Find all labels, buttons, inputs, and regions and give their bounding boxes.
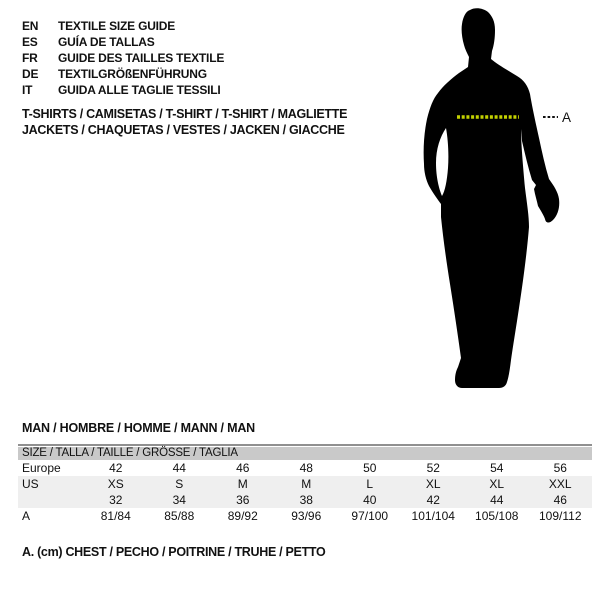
footnote-chest: A. (cm) CHEST / PECHO / POITRINE / TRUHE / PETTO: [22, 545, 326, 559]
size-cell: XL: [489, 477, 505, 491]
lang-label: TEXTILGRÖßENFÜHRUNG: [58, 67, 207, 81]
size-cell: 50: [363, 461, 377, 475]
category-tshirts: T-SHIRTS / CAMISETAS / T-SHIRT / T-SHIRT / MAGLIETTE: [22, 107, 348, 121]
man-silhouette: [424, 8, 560, 388]
lang-row-de: [22, 66, 224, 82]
lang-label: TEXTILE SIZE GUIDE: [58, 19, 176, 33]
category-jackets: JACKETS / CHAQUETAS / VESTES / JACKEN / GIACCHE: [22, 123, 345, 137]
size-table: [18, 444, 592, 524]
lang-code: ES: [22, 35, 38, 49]
table-row-europe: [18, 460, 592, 476]
size-cell: M: [237, 477, 248, 491]
row-label: A: [22, 509, 31, 523]
size-cell: 101/104: [411, 509, 455, 523]
size-cell: 44: [172, 461, 186, 475]
size-cell: 105/108: [475, 509, 519, 523]
size-cell: 52: [426, 461, 440, 475]
lang-row-en: [22, 18, 224, 34]
size-cell: XS: [107, 477, 124, 491]
size-cell: 32: [109, 493, 123, 507]
row-label: US: [22, 477, 39, 491]
size-cell: 48: [299, 461, 313, 475]
lang-row-fr: [22, 50, 224, 66]
size-cell: 46: [236, 461, 250, 475]
table-row-us: [18, 476, 592, 492]
table-row-numeric: [18, 492, 592, 508]
row-label: [18, 492, 84, 508]
measurement-figure: [405, 0, 600, 420]
table-top-divider: [18, 444, 592, 446]
lang-label: GUIDA ALLE TAGLIE TESSILI: [58, 83, 221, 97]
language-list: [22, 18, 224, 98]
size-cell: 85/88: [164, 509, 195, 523]
lang-label: GUIDE DES TAILLES TEXTILE: [58, 51, 225, 65]
measure-label-a: A: [562, 110, 572, 125]
size-cell: 42: [426, 493, 440, 507]
size-cell: 56: [553, 461, 567, 475]
size-cell: 81/84: [100, 509, 131, 523]
size-cell: 46: [553, 493, 567, 507]
size-cell: 89/92: [227, 509, 258, 523]
lang-code: EN: [22, 19, 39, 33]
size-cell: 54: [490, 461, 504, 475]
size-cell: 44: [490, 493, 504, 507]
section-title-man: MAN / HOMBRE / HOMME / MANN / MAN: [22, 421, 255, 435]
size-cell: 109/112: [539, 509, 582, 523]
size-cell: M: [301, 477, 312, 491]
lang-code: IT: [22, 83, 33, 97]
size-cell: 42: [109, 461, 123, 475]
man-silhouette-graphic: [405, 0, 600, 420]
size-cell: 36: [236, 493, 250, 507]
table-row-chest-a: [18, 508, 592, 524]
lang-row-es: [22, 34, 224, 50]
size-cell: 93/96: [291, 509, 322, 523]
lang-code: FR: [22, 51, 38, 65]
row-label: Europe: [22, 461, 61, 475]
size-cell: 40: [363, 493, 377, 507]
lang-row-it: [22, 82, 224, 98]
lang-code: DE: [22, 67, 39, 81]
table-header-size: SIZE / TALLA / TAILLE / GRÖSSE / TAGLIA: [18, 447, 592, 460]
lang-label: GUÍA DE TALLAS: [58, 35, 155, 49]
size-cell: S: [175, 477, 184, 491]
size-cell: L: [366, 477, 374, 491]
size-cell: XXL: [548, 477, 572, 491]
size-cell: 38: [299, 493, 313, 507]
size-cell: 97/100: [351, 509, 389, 523]
garment-categories: [22, 106, 347, 138]
size-cell: XL: [425, 477, 441, 491]
size-cell: 34: [172, 493, 186, 507]
